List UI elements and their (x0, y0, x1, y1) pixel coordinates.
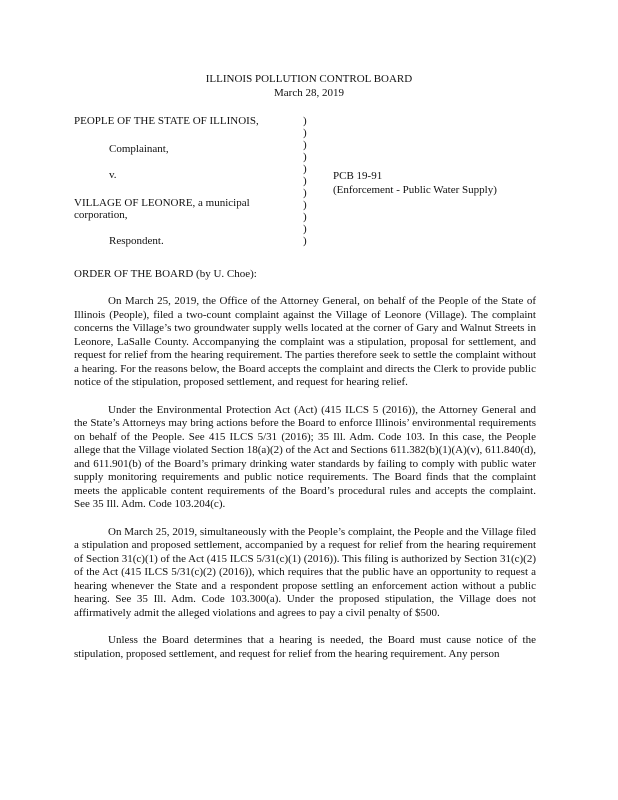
case-type: (Enforcement - Public Water Supply) (333, 183, 497, 196)
caption-paren: ) (303, 139, 307, 151)
caption-versus: v. (109, 169, 117, 181)
paragraph: On March 25, 2019, simultaneously with the People’s complaint, the People and the Village filed a stipulation and proposed settlement, accompanied by a request for relief from the hearing requirement of Section 31(c)(1) of the Act (415 ILCS 5/31(c)(1) (2016)). This filing is authorized by Section 31(c)(2) of the Act (415 ILCS 5/31(c)(2) (2016)), which requires that the public have an opportunity to request a hearing whenever the State and a respondent propose settling an enforcement action without a public hearing. See 35 Ill. Adm. Code 103.300(a). Under the proposed stipulation, the Village does not affirmatively admit the alleged violations and agrees to pay a civil penalty of $500. (74, 525, 536, 619)
caption-parties (74, 115, 299, 247)
order-body (74, 295, 536, 661)
caption-paren: ) (303, 127, 307, 139)
caption-paren: ) (303, 235, 307, 247)
caption-paren: ) (303, 211, 307, 223)
caption-village-line2: corporation, (74, 209, 128, 221)
caption-village-line1: VILLAGE OF LEONORE, a municipal (74, 197, 250, 209)
caption-parentheses (303, 115, 313, 247)
caption-paren: ) (303, 187, 307, 199)
paragraph: Under the Environmental Protection Act (Act) (415 ILCS 5 (2016)), the Attorney General and the State’s Attorneys may bring actions before the Board to enforce Illinois’ environmental requirements on behalf of the People. See 415 ILCS 5/31 (2016); 35 Ill. Adm. Code 103. In this case, the People allege that the Village violated Section 18(a)(2) of the Act and Sections 611.382(b)(1)(A)(v), 611.840(d), and 611.901(b) of the Board’s primary drinking water standards by failing to comply with public water supply monitoring requirements and public notice requirements. The Board finds that the complaint meets the applicable content requirements of the Board’s procedural rules and accepts the complaint. See 35 Ill. Adm. Code 103.204(c). (74, 403, 536, 510)
caption-paren: ) (303, 115, 307, 127)
caption-paren: ) (303, 163, 307, 175)
caption-paren: ) (303, 223, 307, 235)
caption-paren: ) (303, 151, 307, 163)
case-number: PCB 19-91 (333, 170, 383, 182)
caption-paren: ) (303, 199, 307, 211)
caption-complainant: Complainant, (109, 143, 169, 155)
board-name: ILLINOIS POLLUTION CONTROL BOARD (205, 73, 413, 85)
caption-people: PEOPLE OF THE STATE OF ILLINOIS, (74, 115, 259, 127)
paragraph: On March 25, 2019, the Office of the Attorney General, on behalf of the People of the State of Illinois (People), filed a two-count complaint against the Village of Leonore (Village). The complaint concerns the Village’s two groundwater supply wells located at the corner of Gary and Walnut Streets in Leonore, LaSalle County. Accompanying the complaint was a stipulation, proposal for settlement, and request for relief from the hearing requirement. The parties therefore seek to settle the complaint without a hearing. For the reasons below, the Board accepts the complaint and directs the Clerk to provide public notice of the stipulation, proposed settlement, and request for hearing relief. (74, 295, 536, 388)
caption-paren: ) (303, 175, 307, 187)
order-date: March 28, 2019 (274, 86, 344, 99)
paragraph: Unless the Board determines that a hearing is needed, the Board must cause notice of the stipulation, proposed settlement, and request for relief from the hearing requirement. Any person (74, 634, 536, 660)
order-heading: ORDER OF THE BOARD (by U. Choe): (74, 268, 257, 280)
document-header (0, 73, 618, 100)
caption-respondent: Respondent. (109, 235, 164, 247)
caption-case-info (333, 170, 553, 197)
